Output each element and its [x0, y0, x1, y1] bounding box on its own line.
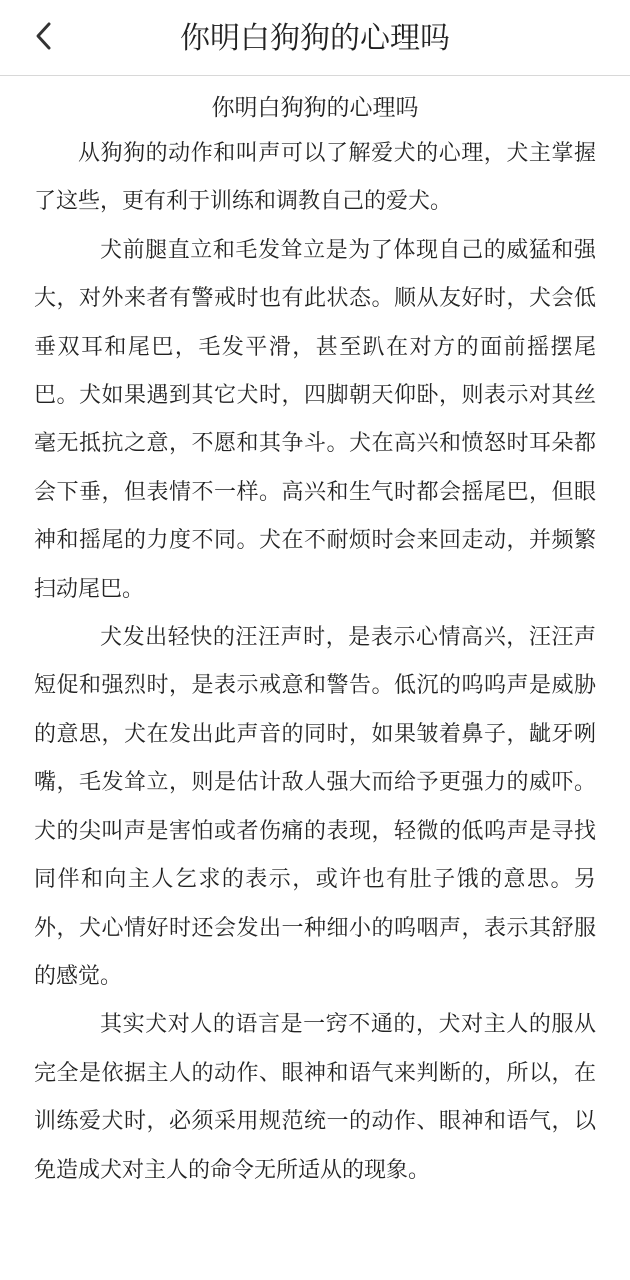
top-bar: [0, 0, 630, 76]
article-content: [0, 76, 630, 1195]
page-title: 你明白狗狗的心理吗: [180, 21, 450, 56]
back-button[interactable]: [22, 14, 66, 58]
article-paragraph-2: 犬前腿直立和毛发耸立是为了体现自己的威猛和强大，对外来者有警戒时也有此状态。顺从友好时，犬会低垂双耳和尾巴，毛发平滑，甚至趴在对方的面前摇摆尾巴。犬如果遇到其它犬时，四脚朝天仰卧，则表示对其丝毫无抵抗之意，不愿和其争斗。犬在高兴和愤怒时耳朵都会下垂，但表情不一样。高兴和生气时都会摇尾巴，但眼神和摇尾的力度不同。犬在不耐烦时会来回走动，并频繁扫动尾巴。: [34, 237, 596, 602]
article-paragraph-4: 其实犬对人的语言是一窍不通的，犬对主人的服从完全是依据主人的动作、眼神和语气来判断的，所以，在训练爱犬时，必须采用规范统一的动作、眼神和语气，以免造成犬对主人的命令无所适从的现象。: [34, 1012, 596, 1183]
chevron-left-icon: [33, 21, 55, 51]
article-paragraph-1: 从狗狗的动作和叫声可以了解爱犬的心理，犬主掌握了这些，更有利于训练和调教自己的爱犬。: [34, 141, 596, 215]
article-paragraph-3: 犬发出轻快的汪汪声时，是表示心情高兴，汪汪声短促和强烈时，是表示戒意和警告。低沉的呜呜声是威胁的意思，犬在发出此声音的同时，如果皱着鼻子，龇牙咧嘴，毛发耸立，则是估计敌人强大而给予更强力的威吓。犬的尖叫声是害怕或者伤痛的表现，轻微的低呜声是寻找同伴和向主人乞求的表示，或许也有肚子饿的意思。另外，犬心情好时还会发出一种细小的呜咽声，表示其舒服的感觉。: [34, 625, 596, 989]
article-title: 你明白狗狗的心理吗: [211, 95, 419, 121]
